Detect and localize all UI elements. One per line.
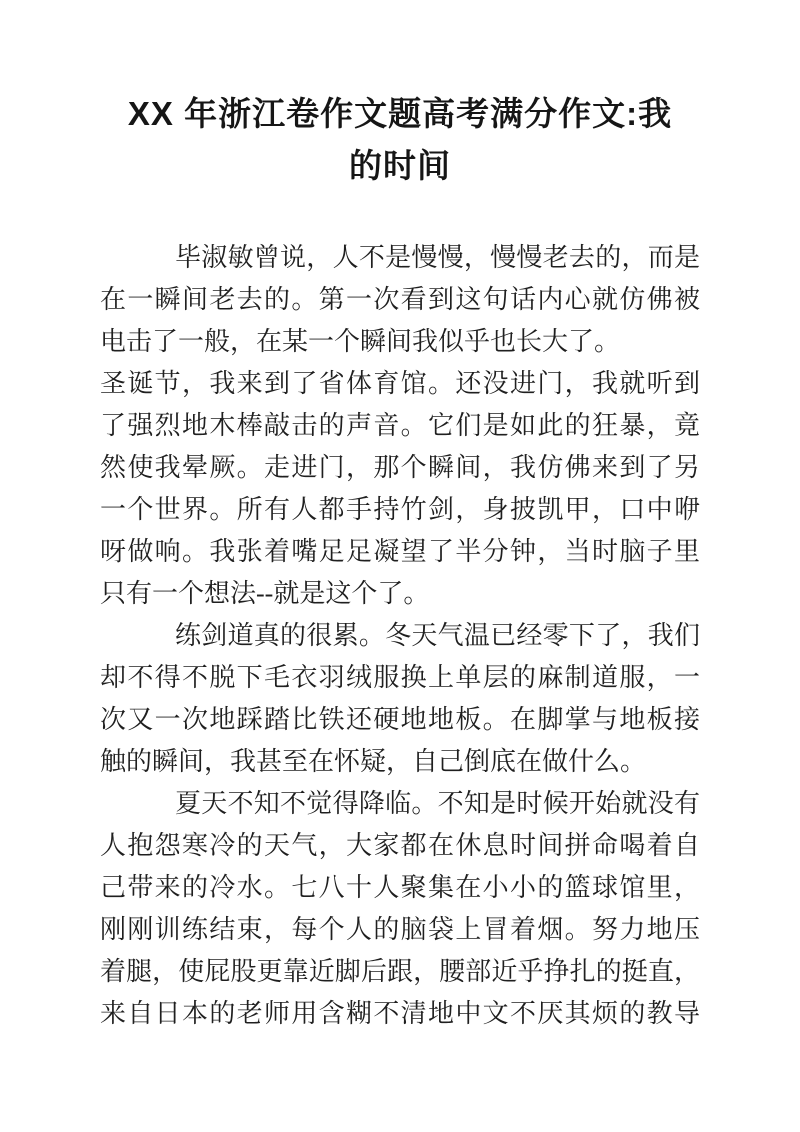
text-line: 刚刚训练结束，每个人的脑袋上冒着烟。努力地压 (100, 915, 700, 944)
text-line: 呀做响。我张着嘴足足凝望了半分钟，当时脑子里 (100, 537, 700, 566)
text-line: 在一瞬间老去的。第一次看到这句话内心就仿佛被 (100, 285, 700, 314)
text-line: 夏天不知不觉得降临。不知是时候开始就没有 (175, 789, 700, 818)
text-line: 圣诞节，我来到了省体育馆。还没进门，我就听到 (100, 369, 700, 398)
text-line: 电击了一般，在某一个瞬间我似乎也长大了。 (100, 327, 621, 356)
text-line: 着腿，使屁股更靠近脚后跟，腰部近乎挣扎的挺直， (100, 957, 700, 986)
paragraph-1 (100, 237, 700, 363)
text-line: 毕淑敏曾说，人不是慢慢，慢慢老去的，而是 (175, 243, 700, 272)
text-line: 触的瞬间，我甚至在怀疑，自己倒底在做什么。 (100, 747, 647, 776)
text-line: 人抱怨寒冷的天气，大家都在休息时间拼命喝着自 (100, 831, 700, 860)
text-line: 只有一个想法--就是这个了。 (100, 579, 430, 608)
document-title (70, 88, 730, 192)
text-line: 来自日本的老师用含糊不清地中文不厌其烦的教导 (100, 999, 700, 1028)
paragraph-4 (100, 783, 700, 1035)
paragraph-3 (100, 615, 700, 783)
text-line: 了强烈地木棒敲击的声音。它们是如此的狂暴，竟 (100, 411, 700, 440)
document-title-line-1: XX 年浙江卷作文题高考满分作文:我 (127, 95, 673, 132)
text-line: 练剑道真的很累。冬天气温已经零下了，我们 (175, 621, 700, 650)
text-line: 却不得不脱下毛衣羽绒服换上单层的麻制道服，一 (100, 663, 700, 692)
text-line: 次又一次地踩踏比铁还硬地地板。在脚掌与地板接 (100, 705, 700, 734)
document-title-line-2: 的时间 (349, 147, 451, 184)
text-line: 一个世界。所有人都手持竹剑，身披凯甲，口中咿 (100, 495, 700, 524)
document-body (100, 237, 700, 1035)
text-line: 己带来的冷水。七八十人聚集在小小的篮球馆里， (100, 873, 700, 902)
text-line: 然使我晕厥。走进门，那个瞬间，我仿佛来到了另 (100, 453, 700, 482)
paragraph-2 (100, 363, 700, 615)
